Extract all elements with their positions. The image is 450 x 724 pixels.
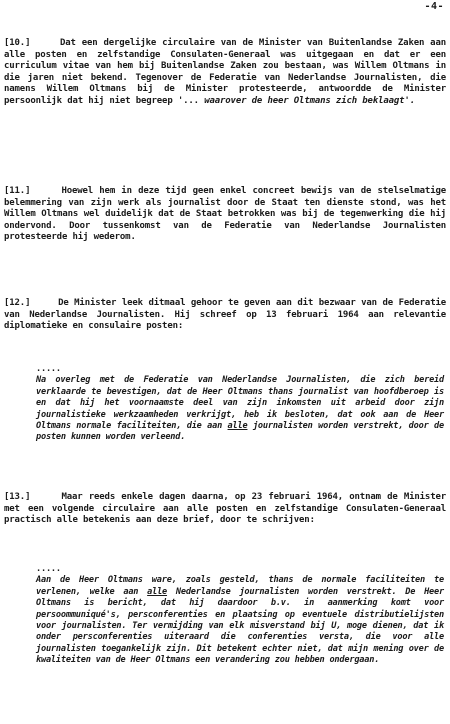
quotation-2	[36, 564, 444, 667]
paragraph-11	[4, 186, 446, 244]
quote-text: Nederlandse journalisten worden verstrekt. De Heer Oltmans is bericht, dat hij daardoor b.v. in aanmerking komt voor persoommuniqué's, persconferenties en plaatsing op eventuele distributielijsten voor journalisten. Ter vermijding van elk misverstand bij U, moge dienen, dat ik onder persconferenties uiteraard die conferenties versta, die voor alle journalisten toegankelijk zijn. Dit betekent echter niet, dat mijn mening over de kwaliteiten van de Heer Oltmans een verandering zou hebben ondergaan.	[36, 586, 444, 666]
quote-text: Aan de Heer Oltmans ware, zoals gesteld, thans de normale faciliteiten te verlenen, welke aan	[36, 575, 444, 597]
paragraph-text: De Minister leek ditmaal gehoor te geven aan dit bezwaar van de Federatie van Nederlandse Journalisten. Hij schreef op 13 februari 1964 aan relevantie diplomatieke en consulaire posten:	[4, 298, 446, 332]
underlined-word: alle	[147, 586, 168, 597]
paragraph-13	[4, 492, 446, 527]
paragraph-12	[4, 298, 446, 333]
paragraph-number: [10.]	[4, 38, 31, 48]
paragraph-text: Hoewel hem in deze tijd geen enkel concreet bewijs van de stelselmatige belemmering van zijn werk als journalist door de Staat ten dienste stond, was het Willem Oltmans wel duidelijk dat de Staat betrokken was bij de tegenwerking die hij ondervond. Door tussenkomst van de Federatie van Nederlandse Journalisten protesteerde hij wederom.	[4, 186, 446, 243]
page-number: -4-	[424, 1, 444, 12]
paragraph-text: Dat een dergelijke circulaire van de Minister van Buitenlandse Zaken aan alle posten en zelfstandige Consulaten-Generaal was uitgegaan en dat er een curriculum vitae van hem bij Buitenlandse Zaken zou bestaan, was Willem Oltmans in die jaren niet bekend. Tegenover de Federatie van Nederlandse Journalisten, die namens Willem Oltmans bij de Minister protesteerde, antwoordde de Minister persoonlijk dat hij niet begreep '...	[4, 38, 446, 106]
underlined-word: alle	[227, 421, 248, 432]
ellipsis-marker: .....	[36, 364, 61, 374]
ellipsis-marker: .....	[36, 564, 61, 574]
quote-text: journalisten worden verstrekt, door de posten kunnen worden verleend.	[36, 421, 444, 443]
paragraph-number: [12.]	[4, 298, 31, 308]
paragraph-italic-text: waarover de heer Oltmans zich beklaagt'.	[204, 95, 415, 106]
paragraph-number: [11.]	[4, 186, 31, 196]
quotation-1	[36, 364, 444, 444]
paragraph-10	[4, 38, 446, 108]
paragraph-number: [13.]	[4, 492, 31, 502]
quote-text: Na overleg met de Federatie van Nederlandse Journalisten, die zich bereid verklaarde te bevestigen, dat de Heer Oltmans thans journalist van hoofdberoep is en dat hij het voornaamste deel van zijn inkomsten uit arbeid door zijn journalistieke werkzaamheden verkrijgt, heb ik besloten, dat ook aan de Heer Oltmans normale faciliteiten, die aan	[36, 375, 444, 432]
paragraph-text: Maar reeds enkele dagen daarna, op 23 februari 1964, ontnam de Minister met een volgende circulaire aan alle posten en zelfstandige Consulaten-Generaal practisch alle betekenis aan deze brief, door te schrijven:	[4, 492, 446, 526]
